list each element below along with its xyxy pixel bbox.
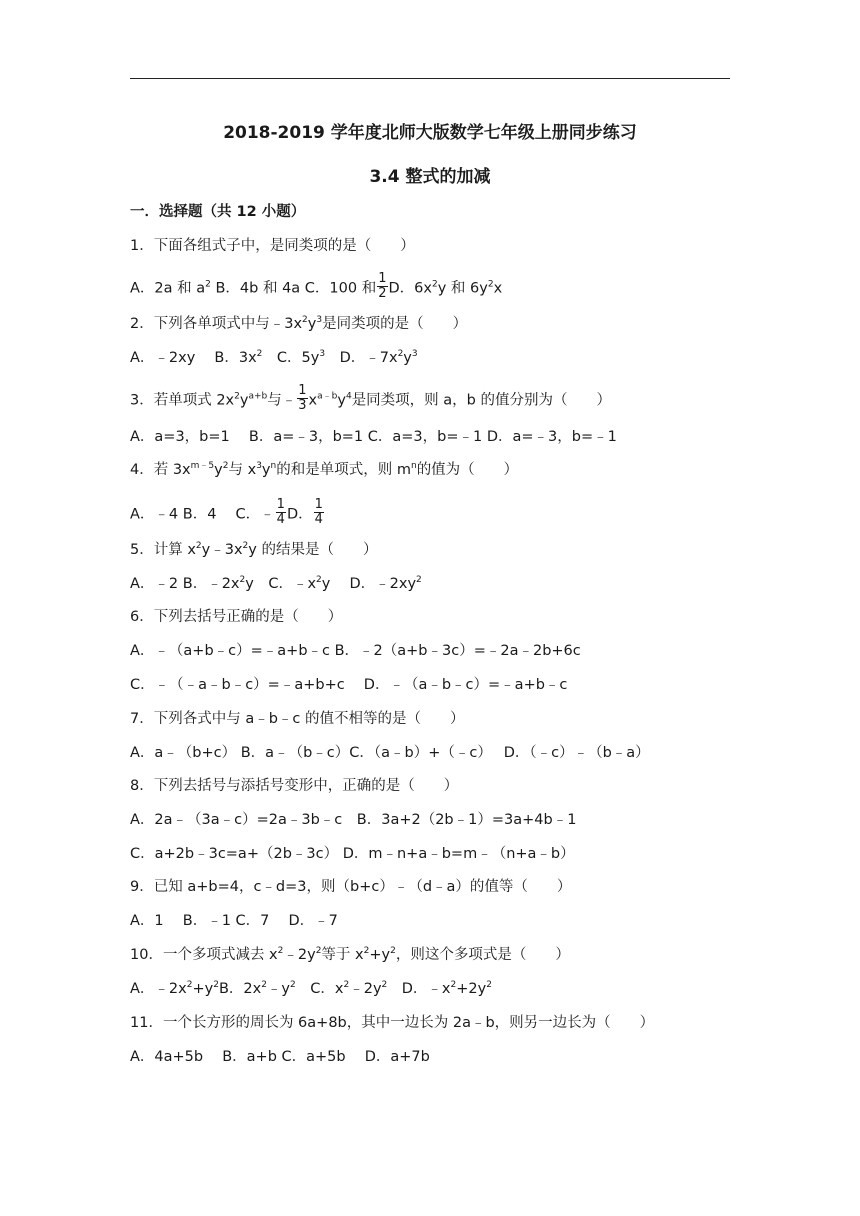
question-1-options: A．2a 和 $a^2$ B．4b 和 4a C．100 和 $\frac{1}{2}$ D．$6x^2y$ 和 $6y^2x$ xyxy=(130,271,503,301)
question-2-stem: 2．下列各单项式中与$﹣3x^2y^3$是同类项的是（ ） xyxy=(130,315,468,332)
question-6-options-line1: A．﹣（a+b﹣c）=﹣a+b﹣c B．﹣2（a+b﹣3c）=﹣2a﹣2b+6c xyxy=(130,643,581,659)
question-9-stem: 9．已知 a+b=4，c﹣d=3，则（b+c）﹣（d﹣a）的值等（ ） xyxy=(130,879,572,895)
question-6-stem: 6．下列去括号正确的是（ ） xyxy=(130,609,343,625)
question-8-options-line2: C．a+2b﹣3c=a+（2b﹣3c） D．m﹣n+a﹣b=m﹣（n+a﹣b） xyxy=(130,846,575,862)
fraction: $\frac{1}{3}$ xyxy=(298,383,307,413)
question-7-stem: 7．下列各式中与 a﹣b﹣c 的值不相等的是（ ） xyxy=(130,711,465,727)
question-3-stem: 3．若单项式 $2x^2y^{a+b}$与﹣ $\frac{1}{3}$ $x^{a﹣b}y^4$是同类项，则 a，b 的值分别为（ ） xyxy=(130,383,611,413)
header-rule xyxy=(130,78,730,79)
fraction: $\frac{1}{4}$ xyxy=(314,497,323,527)
question-8-options-line1: A．2a﹣（3a﹣c）=2a﹣3b﹣c B．3a+2（2b﹣1）=3a+4b﹣1 xyxy=(130,812,577,828)
question-8-stem: 8．下列去括号与添括号变形中，正确的是（ ） xyxy=(130,778,459,794)
question-7-options: A．a﹣（b+c） B．a﹣（b﹣c）C．（a﹣b）+（﹣c） D．（﹣c）﹣（b﹣a） xyxy=(130,745,650,761)
question-6-options-line2: C．﹣（﹣a﹣b﹣c）=﹣a+b+c D．﹣（a﹣b﹣c）=﹣a+b﹣c xyxy=(130,677,568,693)
page-subtitle: 3.4 整式的加减 xyxy=(369,167,491,187)
section-heading: 一．选择题（共 12 小题） xyxy=(130,204,306,220)
question-10-options: A．$﹣2x^2+y^2B$．$2x^2﹣y^2$ C．$x^2﹣2y^2$ D．$﹣x^2+2y^2$ xyxy=(130,980,492,997)
page-title: 2018-2019 学年度北师大版数学七年级上册同步练习 xyxy=(223,123,637,143)
question-3-options: A．a=3，b=1 B．a=﹣3，b=1 C．a=3，b=﹣1 D．a=﹣3，b=﹣1 xyxy=(130,429,617,445)
question-11-options: A．4a+5b B．a+b C．a+5b D．a+7b xyxy=(130,1049,430,1065)
question-4-stem: 4．若 $3x^{m﹣5}y^2$与 $x^3y^n$的和是单项式，则 $m^n$的值为（ ） xyxy=(130,461,519,478)
question-10-stem: 10．一个多项式减去 $x^2﹣2y^2$等于 $x^2+y^2$，则这个多项式是（ ） xyxy=(130,946,570,963)
question-1-stem: 1．下面各组式子中，是同类项的是（ ） xyxy=(130,238,415,254)
question-2-options: A．﹣2xy B．$3x^2$ C．$5y^3$ D．$﹣7x^2y^3$ xyxy=(130,349,418,366)
question-5-stem: 5．计算 $x^2y﹣3x^2y$ 的结果是（ ） xyxy=(130,541,378,558)
question-5-options: A．﹣2 B．$﹣2x^2y$ C．$﹣x^2y$ D．$﹣2xy^2$ xyxy=(130,575,422,592)
question-9-options: A．1 B．﹣1 C．7 D．﹣7 xyxy=(130,913,338,929)
fraction: $\frac{1}{4}$ xyxy=(276,497,285,527)
question-11-stem: 11．一个长方形的周长为 6a+8b，其中一边长为 2a﹣b，则另一边长为（ ） xyxy=(130,1015,655,1031)
fraction: $\frac{1}{2}$ xyxy=(378,271,387,301)
question-4-options: A．﹣4 B．4 C．﹣ $\frac{1}{4}$ D． $\frac{1}{4}$ xyxy=(130,497,323,527)
